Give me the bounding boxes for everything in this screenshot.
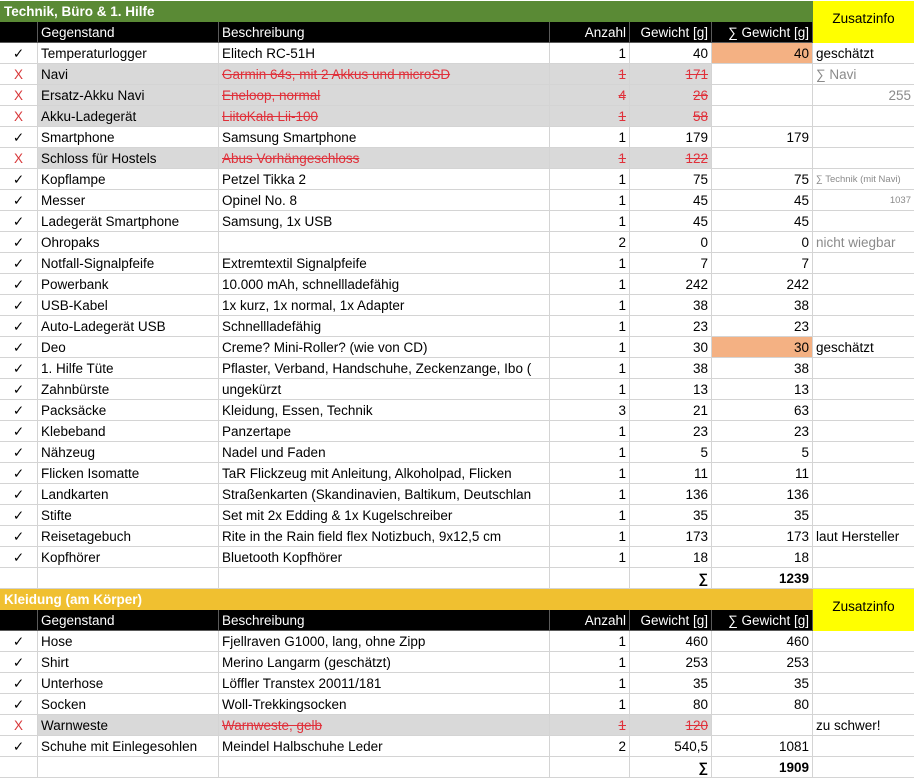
- item-weight[interactable]: [630, 85, 712, 106]
- sec1-total-weight: 1239: [712, 568, 813, 589]
- table-row[interactable]: [0, 85, 914, 106]
- item-description[interactable]: Kleidung, Essen, Technik: [219, 400, 550, 421]
- checkmark-icon: ✓: [0, 127, 38, 148]
- table-row[interactable]: [0, 337, 914, 358]
- item-description[interactable]: Samsung, 1x USB: [219, 211, 550, 232]
- item-name[interactable]: Powerbank: [38, 274, 219, 295]
- struck-text: 1: [618, 67, 626, 82]
- struck-text: 58: [692, 109, 708, 124]
- column-header[interactable]: Beschreibung: [219, 610, 550, 631]
- item-total-weight[interactable]: 23: [712, 316, 813, 337]
- item-total-weight[interactable]: 253: [712, 652, 813, 673]
- item-weight[interactable]: 35: [630, 505, 712, 526]
- checkmark-icon: ✓: [0, 694, 38, 715]
- column-header[interactable]: Gewicht [g]: [630, 22, 712, 43]
- table-row[interactable]: [0, 547, 914, 568]
- checkmark-icon: ✓: [0, 442, 38, 463]
- empty-cell: [38, 757, 219, 778]
- table-row[interactable]: [0, 379, 914, 400]
- item-note[interactable]: [813, 631, 914, 652]
- item-note[interactable]: [813, 211, 914, 232]
- item-note[interactable]: [813, 400, 914, 421]
- item-name[interactable]: 1. Hilfe Tüte: [38, 358, 219, 379]
- item-total-weight[interactable]: 40: [712, 43, 813, 64]
- item-note[interactable]: [813, 253, 914, 274]
- item-name[interactable]: Packsäcke: [38, 400, 219, 421]
- item-note[interactable]: zu schwer!: [813, 715, 914, 736]
- item-name[interactable]: Temperaturlogger: [38, 43, 219, 64]
- item-description[interactable]: [219, 106, 550, 127]
- column-header[interactable]: Gegenstand: [38, 22, 219, 43]
- item-weight[interactable]: 0: [630, 232, 712, 253]
- item-description[interactable]: Opinel No. 8: [219, 190, 550, 211]
- item-total-weight[interactable]: 7: [712, 253, 813, 274]
- item-description[interactable]: Pflaster, Verband, Handschuhe, Zeckenzange, Ibo (: [219, 358, 550, 379]
- checkmark-icon: ✓: [0, 295, 38, 316]
- item-name[interactable]: Warnweste: [38, 715, 219, 736]
- item-description[interactable]: 1x kurz, 1x normal, 1x Adapter: [219, 295, 550, 316]
- checkmark-icon: ✓: [0, 337, 38, 358]
- item-weight[interactable]: 5: [630, 442, 712, 463]
- item-description[interactable]: [219, 715, 550, 736]
- item-total-weight[interactable]: 18: [712, 547, 813, 568]
- struck-text: 1: [618, 718, 626, 733]
- item-description[interactable]: Set mit 2x Edding & 1x Kugelschreiber: [219, 505, 550, 526]
- item-description[interactable]: Straßenkarten (Skandinavien, Baltikum, Deutschlan: [219, 484, 550, 505]
- item-quantity[interactable]: 1: [550, 358, 630, 379]
- item-description[interactable]: Fjellraven G1000, lang, ohne Zipp: [219, 631, 550, 652]
- column-header[interactable]: ∑ Gewicht [g]: [712, 22, 813, 43]
- table-row[interactable]: [0, 169, 914, 190]
- item-total-weight[interactable]: 0: [712, 232, 813, 253]
- item-description[interactable]: 10.000 mAh, schnellladefähig: [219, 274, 550, 295]
- item-total-weight[interactable]: 38: [712, 358, 813, 379]
- item-total-weight[interactable]: 75: [712, 169, 813, 190]
- table-row[interactable]: [0, 295, 914, 316]
- item-total-weight[interactable]: 13: [712, 379, 813, 400]
- checkmark-icon: ✓: [0, 505, 38, 526]
- sec2-zusatzinfo-header: Zusatzinfo: [813, 589, 914, 631]
- item-description[interactable]: Merino Langarm (geschätzt): [219, 652, 550, 673]
- item-description[interactable]: Panzertape: [219, 421, 550, 442]
- empty-cell: [0, 568, 38, 589]
- item-note[interactable]: [813, 421, 914, 442]
- item-name[interactable]: Schuhe mit Einlegesohlen: [38, 736, 219, 757]
- table-row[interactable]: [0, 736, 914, 757]
- checkmark-icon: ✓: [0, 274, 38, 295]
- struck-text: 122: [685, 151, 708, 166]
- empty-cell: [550, 757, 630, 778]
- item-name[interactable]: USB-Kabel: [38, 295, 219, 316]
- item-note[interactable]: [813, 295, 914, 316]
- checkmark-icon: ✓: [0, 400, 38, 421]
- table-row[interactable]: [0, 715, 914, 736]
- item-note[interactable]: [813, 652, 914, 673]
- item-name[interactable]: Landkarten: [38, 484, 219, 505]
- table-row[interactable]: [0, 106, 914, 127]
- struck-text: 4: [618, 88, 626, 103]
- table-row[interactable]: [0, 190, 914, 211]
- table-row[interactable]: [0, 673, 914, 694]
- item-description[interactable]: Bluetooth Kopfhörer: [219, 547, 550, 568]
- table-row[interactable]: [0, 148, 914, 169]
- item-name[interactable]: Smartphone: [38, 127, 219, 148]
- item-name[interactable]: Auto-Ladegerät USB: [38, 316, 219, 337]
- sec1-zusatzinfo-header: Zusatzinfo: [813, 1, 914, 43]
- item-weight[interactable]: 45: [630, 211, 712, 232]
- item-weight[interactable]: 30: [630, 337, 712, 358]
- item-quantity[interactable]: [550, 85, 630, 106]
- item-note[interactable]: 255: [813, 85, 914, 106]
- item-weight[interactable]: 179: [630, 127, 712, 148]
- checkmark-icon: ✓: [0, 190, 38, 211]
- item-quantity[interactable]: 1: [550, 169, 630, 190]
- item-weight[interactable]: 80: [630, 694, 712, 715]
- item-name[interactable]: Schloss für Hostels: [38, 148, 219, 169]
- item-weight[interactable]: 45: [630, 190, 712, 211]
- table-row[interactable]: [0, 694, 914, 715]
- item-quantity[interactable]: 1: [550, 295, 630, 316]
- table-row[interactable]: [0, 463, 914, 484]
- item-name[interactable]: Flicken Isomatte: [38, 463, 219, 484]
- item-description[interactable]: [219, 85, 550, 106]
- item-quantity[interactable]: 1: [550, 484, 630, 505]
- struck-text: 1: [618, 151, 626, 166]
- item-note[interactable]: [813, 736, 914, 757]
- item-weight[interactable]: [630, 106, 712, 127]
- item-description[interactable]: Nadel und Faden: [219, 442, 550, 463]
- checkmark-icon: ✓: [0, 673, 38, 694]
- item-weight[interactable]: 13: [630, 379, 712, 400]
- item-name[interactable]: Ohropaks: [38, 232, 219, 253]
- item-weight[interactable]: [630, 148, 712, 169]
- checkmark-icon: ✓: [0, 631, 38, 652]
- item-quantity[interactable]: 1: [550, 463, 630, 484]
- item-name[interactable]: Unterhose: [38, 673, 219, 694]
- item-note[interactable]: geschätzt: [813, 43, 914, 64]
- item-quantity[interactable]: 1: [550, 631, 630, 652]
- struck-text: Abus Vorhängeschloss: [222, 151, 360, 166]
- table-row[interactable]: [0, 43, 914, 64]
- empty-cell: [0, 757, 38, 778]
- item-quantity[interactable]: 1: [550, 421, 630, 442]
- header-blank: [0, 610, 38, 631]
- item-quantity[interactable]: 1: [550, 190, 630, 211]
- item-quantity[interactable]: 1: [550, 127, 630, 148]
- table-row[interactable]: [0, 358, 914, 379]
- item-description[interactable]: [219, 64, 550, 85]
- item-total-weight[interactable]: 80: [712, 694, 813, 715]
- table-row[interactable]: [0, 442, 914, 463]
- table-row[interactable]: [0, 232, 914, 253]
- item-total-weight[interactable]: [712, 715, 813, 736]
- item-note[interactable]: [813, 148, 914, 169]
- item-weight[interactable]: 11: [630, 463, 712, 484]
- column-header[interactable]: Gegenstand: [38, 610, 219, 631]
- item-description[interactable]: Meindel Halbschuhe Leder: [219, 736, 550, 757]
- struck-text: Warnweste, gelb: [222, 718, 323, 733]
- item-note[interactable]: geschätzt: [813, 337, 914, 358]
- item-name[interactable]: Nähzeug: [38, 442, 219, 463]
- struck-text: 120: [685, 718, 708, 733]
- empty-cell: [550, 568, 630, 589]
- item-quantity[interactable]: 1: [550, 526, 630, 547]
- item-quantity[interactable]: 2: [550, 232, 630, 253]
- column-header[interactable]: ∑ Gewicht [g]: [712, 610, 813, 631]
- item-total-weight[interactable]: 11: [712, 463, 813, 484]
- sec1-title: Technik, Büro & 1. Hilfe: [0, 1, 813, 22]
- empty-cell: [813, 757, 914, 778]
- item-description[interactable]: Creme? Mini-Roller? (wie von CD): [219, 337, 550, 358]
- item-description[interactable]: [219, 148, 550, 169]
- checkmark-icon: ✓: [0, 253, 38, 274]
- item-name[interactable]: Deo: [38, 337, 219, 358]
- item-name[interactable]: Kopflampe: [38, 169, 219, 190]
- item-note[interactable]: laut Hersteller: [813, 526, 914, 547]
- item-quantity[interactable]: 1: [550, 337, 630, 358]
- item-description[interactable]: ungekürzt: [219, 379, 550, 400]
- item-name[interactable]: Kopfhörer: [38, 547, 219, 568]
- item-total-weight[interactable]: 35: [712, 505, 813, 526]
- item-weight[interactable]: 460: [630, 631, 712, 652]
- item-note[interactable]: [813, 379, 914, 400]
- item-description[interactable]: Extremtextil Signalpfeife: [219, 253, 550, 274]
- checkmark-icon: ✓: [0, 547, 38, 568]
- item-total-weight[interactable]: [712, 106, 813, 127]
- item-name[interactable]: Reisetagebuch: [38, 526, 219, 547]
- checkmark-icon: ✓: [0, 169, 38, 190]
- item-note[interactable]: [813, 673, 914, 694]
- item-total-weight[interactable]: 5: [712, 442, 813, 463]
- column-header[interactable]: Anzahl: [550, 22, 630, 43]
- item-quantity[interactable]: 1: [550, 253, 630, 274]
- checkmark-icon: ✓: [0, 379, 38, 400]
- item-note[interactable]: [813, 358, 914, 379]
- table-row[interactable]: [0, 211, 914, 232]
- item-description[interactable]: TaR Flickzeug mit Anleitung, Alkoholpad, Flicken: [219, 463, 550, 484]
- item-weight[interactable]: 23: [630, 316, 712, 337]
- table-row[interactable]: [0, 253, 914, 274]
- item-total-weight[interactable]: 173: [712, 526, 813, 547]
- item-quantity[interactable]: 1: [550, 43, 630, 64]
- item-name[interactable]: Zahnbürste: [38, 379, 219, 400]
- item-quantity[interactable]: 3: [550, 400, 630, 421]
- checkmark-icon: ✓: [0, 43, 38, 64]
- table-row[interactable]: [0, 64, 914, 85]
- item-weight[interactable]: 136: [630, 484, 712, 505]
- item-total-weight[interactable]: [712, 85, 813, 106]
- item-weight[interactable]: 7: [630, 253, 712, 274]
- sec2-header-row: [0, 610, 914, 631]
- item-description[interactable]: Rite in the Rain field flex Notizbuch, 9x12,5 cm: [219, 526, 550, 547]
- item-quantity[interactable]: 2: [550, 736, 630, 757]
- item-weight[interactable]: 38: [630, 295, 712, 316]
- struck-text: LiitoKala Lii-100: [222, 109, 319, 124]
- table-row[interactable]: [0, 400, 914, 421]
- item-total-weight[interactable]: [712, 148, 813, 169]
- item-note[interactable]: [813, 442, 914, 463]
- empty-cell: [219, 568, 550, 589]
- item-weight[interactable]: 242: [630, 274, 712, 295]
- removed-mark: X: [0, 715, 38, 736]
- item-description[interactable]: Samsung Smartphone: [219, 127, 550, 148]
- item-quantity[interactable]: [550, 64, 630, 85]
- table-row[interactable]: [0, 505, 914, 526]
- item-quantity[interactable]: [550, 715, 630, 736]
- column-header[interactable]: Anzahl: [550, 610, 630, 631]
- item-weight[interactable]: [630, 64, 712, 85]
- item-weight[interactable]: 38: [630, 358, 712, 379]
- sec2-title: Kleidung (am Körper): [0, 589, 813, 610]
- item-total-weight[interactable]: 460: [712, 631, 813, 652]
- item-description[interactable]: [219, 232, 550, 253]
- item-note[interactable]: [813, 463, 914, 484]
- item-quantity[interactable]: 1: [550, 505, 630, 526]
- empty-cell: [219, 757, 550, 778]
- removed-mark: X: [0, 106, 38, 127]
- item-note[interactable]: [813, 127, 914, 148]
- item-note[interactable]: [813, 316, 914, 337]
- item-weight[interactable]: 21: [630, 400, 712, 421]
- item-weight[interactable]: [630, 715, 712, 736]
- item-quantity[interactable]: 1: [550, 211, 630, 232]
- item-description[interactable]: Schnellladefähig: [219, 316, 550, 337]
- item-total-weight[interactable]: 45: [712, 190, 813, 211]
- item-note[interactable]: ∑ Navi: [813, 64, 914, 85]
- sec1-total-row: [0, 568, 914, 589]
- checkmark-icon: ✓: [0, 736, 38, 757]
- struck-text: 171: [685, 67, 708, 82]
- column-header[interactable]: Beschreibung: [219, 22, 550, 43]
- item-name[interactable]: Messer: [38, 190, 219, 211]
- item-weight[interactable]: 40: [630, 43, 712, 64]
- item-quantity[interactable]: 1: [550, 673, 630, 694]
- item-note[interactable]: 1037: [813, 190, 914, 211]
- item-total-weight[interactable]: 179: [712, 127, 813, 148]
- item-total-weight[interactable]: 242: [712, 274, 813, 295]
- item-note[interactable]: [813, 694, 914, 715]
- table-row[interactable]: [0, 526, 914, 547]
- item-weight[interactable]: 23: [630, 421, 712, 442]
- item-total-weight[interactable]: 63: [712, 400, 813, 421]
- item-total-weight[interactable]: 30: [712, 337, 813, 358]
- item-note[interactable]: [813, 547, 914, 568]
- sum-symbol: ∑: [630, 757, 712, 778]
- item-name[interactable]: Navi: [38, 64, 219, 85]
- table-row[interactable]: [0, 484, 914, 505]
- item-note[interactable]: ∑ Technik (mit Navi): [813, 169, 914, 190]
- item-quantity[interactable]: 1: [550, 547, 630, 568]
- table-row[interactable]: [0, 421, 914, 442]
- sum-symbol: ∑: [630, 568, 712, 589]
- item-weight[interactable]: 173: [630, 526, 712, 547]
- table-row[interactable]: [0, 127, 914, 148]
- sec2-total-row: [0, 757, 914, 778]
- item-note[interactable]: [813, 505, 914, 526]
- checkmark-icon: ✓: [0, 526, 38, 547]
- struck-text: Garmin 64s, mit 2 Akkus und microSD: [222, 67, 451, 82]
- item-description[interactable]: Löffler Transtex 20011/181: [219, 673, 550, 694]
- item-quantity[interactable]: 1: [550, 652, 630, 673]
- item-weight[interactable]: 253: [630, 652, 712, 673]
- table-row[interactable]: [0, 631, 914, 652]
- item-description[interactable]: Elitech RC-51H: [219, 43, 550, 64]
- item-note[interactable]: [813, 106, 914, 127]
- table-row[interactable]: [0, 316, 914, 337]
- removed-mark: X: [0, 148, 38, 169]
- item-quantity[interactable]: [550, 106, 630, 127]
- item-total-weight[interactable]: [712, 64, 813, 85]
- item-description[interactable]: Petzel Tikka 2: [219, 169, 550, 190]
- checkmark-icon: ✓: [0, 211, 38, 232]
- item-note[interactable]: [813, 274, 914, 295]
- table-row[interactable]: [0, 274, 914, 295]
- item-quantity[interactable]: 1: [550, 694, 630, 715]
- checkmark-icon: ✓: [0, 358, 38, 379]
- struck-text: 1: [618, 109, 626, 124]
- item-total-weight[interactable]: 45: [712, 211, 813, 232]
- checkmark-icon: ✓: [0, 652, 38, 673]
- empty-cell: [813, 568, 914, 589]
- item-name[interactable]: Klebeband: [38, 421, 219, 442]
- header-blank: [0, 22, 38, 43]
- empty-cell: [38, 568, 219, 589]
- item-total-weight[interactable]: 136: [712, 484, 813, 505]
- removed-mark: X: [0, 64, 38, 85]
- sec2-total-weight: 1909: [712, 757, 813, 778]
- removed-mark: X: [0, 85, 38, 106]
- item-quantity[interactable]: 1: [550, 316, 630, 337]
- item-weight[interactable]: 540,5: [630, 736, 712, 757]
- item-total-weight[interactable]: 35: [712, 673, 813, 694]
- item-name[interactable]: Ladegerät Smartphone: [38, 211, 219, 232]
- item-quantity[interactable]: 1: [550, 442, 630, 463]
- sec1-header-row: [0, 22, 914, 43]
- table-row[interactable]: [0, 652, 914, 673]
- item-total-weight[interactable]: 38: [712, 295, 813, 316]
- struck-text: 26: [692, 88, 708, 103]
- item-weight[interactable]: 75: [630, 169, 712, 190]
- item-name[interactable]: Notfall-Signalpfeife: [38, 253, 219, 274]
- item-name[interactable]: Akku-Ladegerät: [38, 106, 219, 127]
- struck-text: Eneloop, normal: [222, 88, 321, 103]
- checkmark-icon: ✓: [0, 316, 38, 337]
- item-name[interactable]: Socken: [38, 694, 219, 715]
- item-quantity[interactable]: 1: [550, 274, 630, 295]
- item-name[interactable]: Ersatz-Akku Navi: [38, 85, 219, 106]
- checkmark-icon: ✓: [0, 484, 38, 505]
- checkmark-icon: ✓: [0, 232, 38, 253]
- item-quantity[interactable]: 1: [550, 379, 630, 400]
- item-note[interactable]: [813, 484, 914, 505]
- item-quantity[interactable]: [550, 148, 630, 169]
- item-name[interactable]: Shirt: [38, 652, 219, 673]
- column-header[interactable]: Gewicht [g]: [630, 610, 712, 631]
- item-note[interactable]: nicht wiegbar: [813, 232, 914, 253]
- item-weight[interactable]: 35: [630, 673, 712, 694]
- checkmark-icon: ✓: [0, 421, 38, 442]
- item-name[interactable]: Hose: [38, 631, 219, 652]
- item-total-weight[interactable]: 23: [712, 421, 813, 442]
- checkmark-icon: ✓: [0, 463, 38, 484]
- item-description[interactable]: Woll-Trekkingsocken: [219, 694, 550, 715]
- item-total-weight[interactable]: 1081: [712, 736, 813, 757]
- item-weight[interactable]: 18: [630, 547, 712, 568]
- item-name[interactable]: Stifte: [38, 505, 219, 526]
